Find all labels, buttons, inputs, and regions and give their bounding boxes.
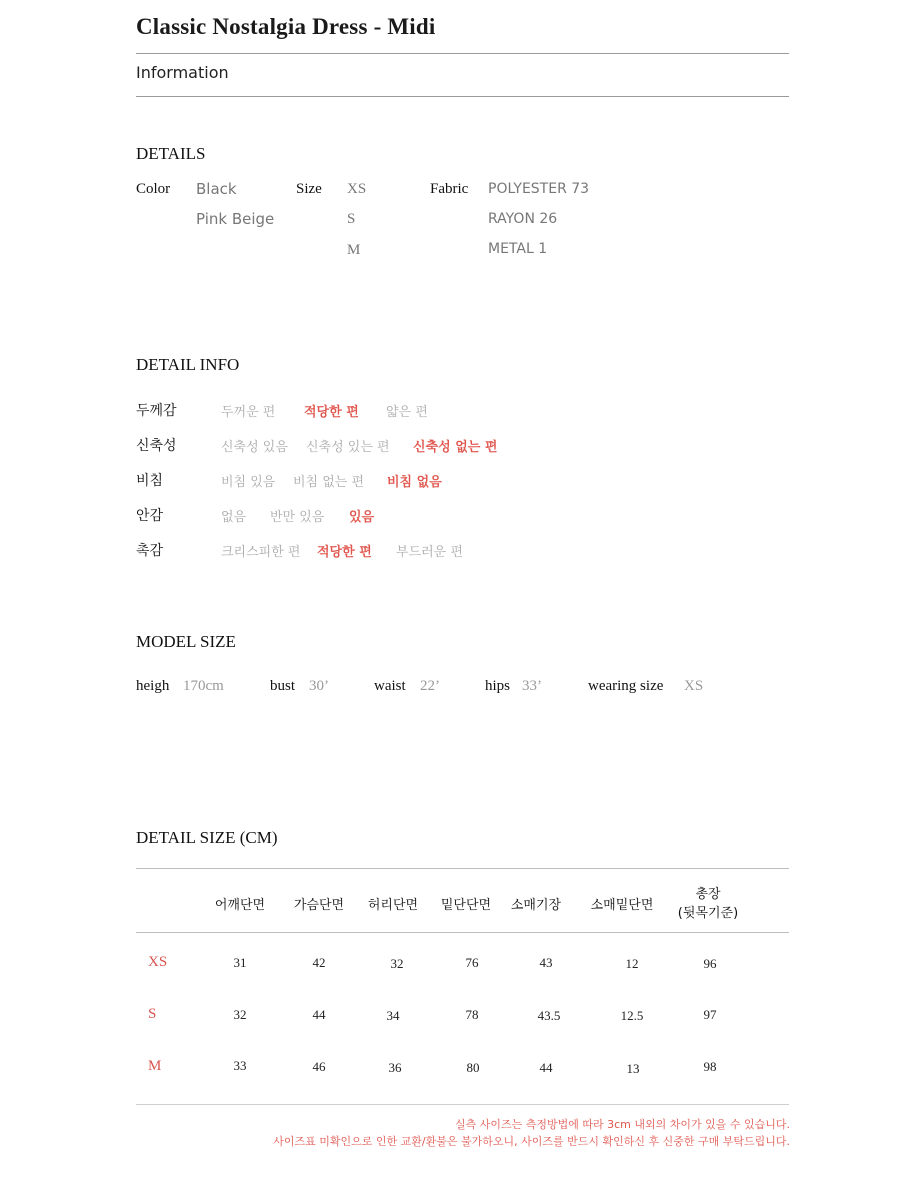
column-header: 가슴단면	[293, 898, 345, 913]
information-subtitle: Information	[136, 63, 229, 82]
option-label: 없음	[221, 510, 247, 525]
table-top-divider	[136, 868, 789, 869]
height-value: 170cm	[183, 678, 224, 694]
option-label: 크리스피한 편	[221, 545, 301, 560]
table-cell: 34	[386, 1008, 400, 1023]
divider	[136, 96, 789, 97]
option-label: 부드러운 편	[396, 545, 463, 560]
column-header: 밑단단면	[440, 898, 492, 913]
table-cell: 97	[703, 1007, 717, 1022]
option-label: 얇은 편	[386, 405, 428, 420]
fabric-value: METAL 1	[488, 241, 548, 257]
size-row-label: M	[148, 1058, 162, 1074]
table-cell: 33	[233, 1058, 247, 1073]
detail-size-heading: DETAIL SIZE (CM)	[136, 828, 278, 847]
option-label: 반만 있음	[270, 510, 325, 525]
color-value: Black	[196, 180, 237, 198]
detail-info-heading: DETAIL INFO	[136, 355, 240, 374]
height-label: heigh	[136, 678, 170, 694]
option-label-selected: 적당한 편	[317, 545, 372, 560]
wearing-size-value: XS	[684, 678, 704, 694]
table-cell: 32	[390, 956, 404, 971]
table-cell: 98	[703, 1059, 717, 1074]
fabric-value: RAYON 26	[488, 211, 558, 227]
model-size-heading: MODEL SIZE	[136, 632, 236, 651]
fabric-label: Fabric	[430, 181, 469, 197]
table-cell: 43.5	[537, 1008, 561, 1023]
table-cell: 32	[233, 1007, 247, 1022]
table-cell: 80	[466, 1060, 480, 1075]
thickness-label: 두께감	[136, 403, 177, 419]
divider	[136, 53, 789, 54]
size-row-label: S	[148, 1006, 157, 1022]
table-cell: 46	[312, 1059, 326, 1074]
table-cell: 44	[312, 1007, 326, 1022]
option-label-selected: 신축성 없는 편	[413, 440, 498, 455]
column-header-sub: (뒷목기준)	[677, 906, 739, 921]
table-cell: 12	[625, 956, 639, 971]
column-header: 소매밑단면	[590, 898, 654, 913]
table-cell: 43	[539, 955, 553, 970]
table-cell: 31	[233, 955, 247, 970]
size-row-label: XS	[148, 954, 168, 970]
hips-value: 33’	[522, 678, 542, 694]
texture-label: 촉감	[136, 543, 164, 559]
option-label: 신축성 있는 편	[306, 440, 390, 455]
table-cell: 36	[388, 1060, 402, 1075]
option-label-selected: 적당한 편	[304, 405, 359, 420]
column-header: 총장	[695, 887, 721, 902]
table-cell: 44	[539, 1060, 553, 1075]
wearing-size-label: wearing size	[588, 678, 664, 694]
waist-value: 22’	[420, 678, 440, 694]
option-label: 두꺼운 편	[221, 405, 276, 420]
lining-label: 안감	[136, 508, 164, 524]
fabric-value: POLYESTER 73	[488, 181, 590, 197]
bust-value: 30’	[309, 678, 329, 694]
table-cell: 13	[626, 1061, 640, 1076]
details-heading: DETAILS	[136, 144, 206, 163]
option-label-selected: 있음	[349, 510, 375, 525]
size-value: S	[347, 211, 356, 227]
hips-label: hips	[485, 678, 511, 694]
table-cell: 96	[703, 956, 717, 971]
measurement-note: 실측 사이즈는 측정방법에 따라 3cm 내외의 차이가 있을 수 있습니다.	[454, 1118, 790, 1131]
table-cell: 12.5	[620, 1008, 644, 1023]
stretch-label: 신축성	[136, 438, 177, 454]
column-header: 소매기장	[510, 898, 562, 913]
exchange-note: 사이즈표 미확인으로 인한 교환/환불은 불가하오니, 사이즈를 반드시 확인하신 후 신중한 구매 부탁드립니다.	[273, 1135, 790, 1148]
table-header-divider	[136, 932, 789, 933]
table-cell: 42	[312, 955, 326, 970]
size-value: M	[347, 242, 361, 258]
table-cell: 76	[465, 955, 479, 970]
size-value: XS	[347, 181, 367, 197]
product-title: Classic Nostalgia Dress - Midi	[136, 14, 436, 39]
waist-label: waist	[374, 678, 406, 694]
column-header: 어깨단면	[214, 898, 266, 913]
table-cell: 78	[465, 1007, 479, 1022]
color-value: Pink Beige	[196, 210, 275, 228]
bust-label: bust	[270, 678, 296, 694]
sheerness-label: 비침	[136, 473, 164, 489]
column-header: 허리단면	[367, 898, 419, 913]
option-label-selected: 비침 없음	[387, 475, 442, 490]
option-label: 비침 있음	[221, 475, 276, 490]
option-label: 신축성 있음	[221, 440, 288, 455]
size-label: Size	[296, 181, 322, 197]
color-label: Color	[136, 181, 171, 197]
option-label: 비침 없는 편	[293, 475, 365, 490]
table-bottom-divider	[136, 1104, 789, 1105]
